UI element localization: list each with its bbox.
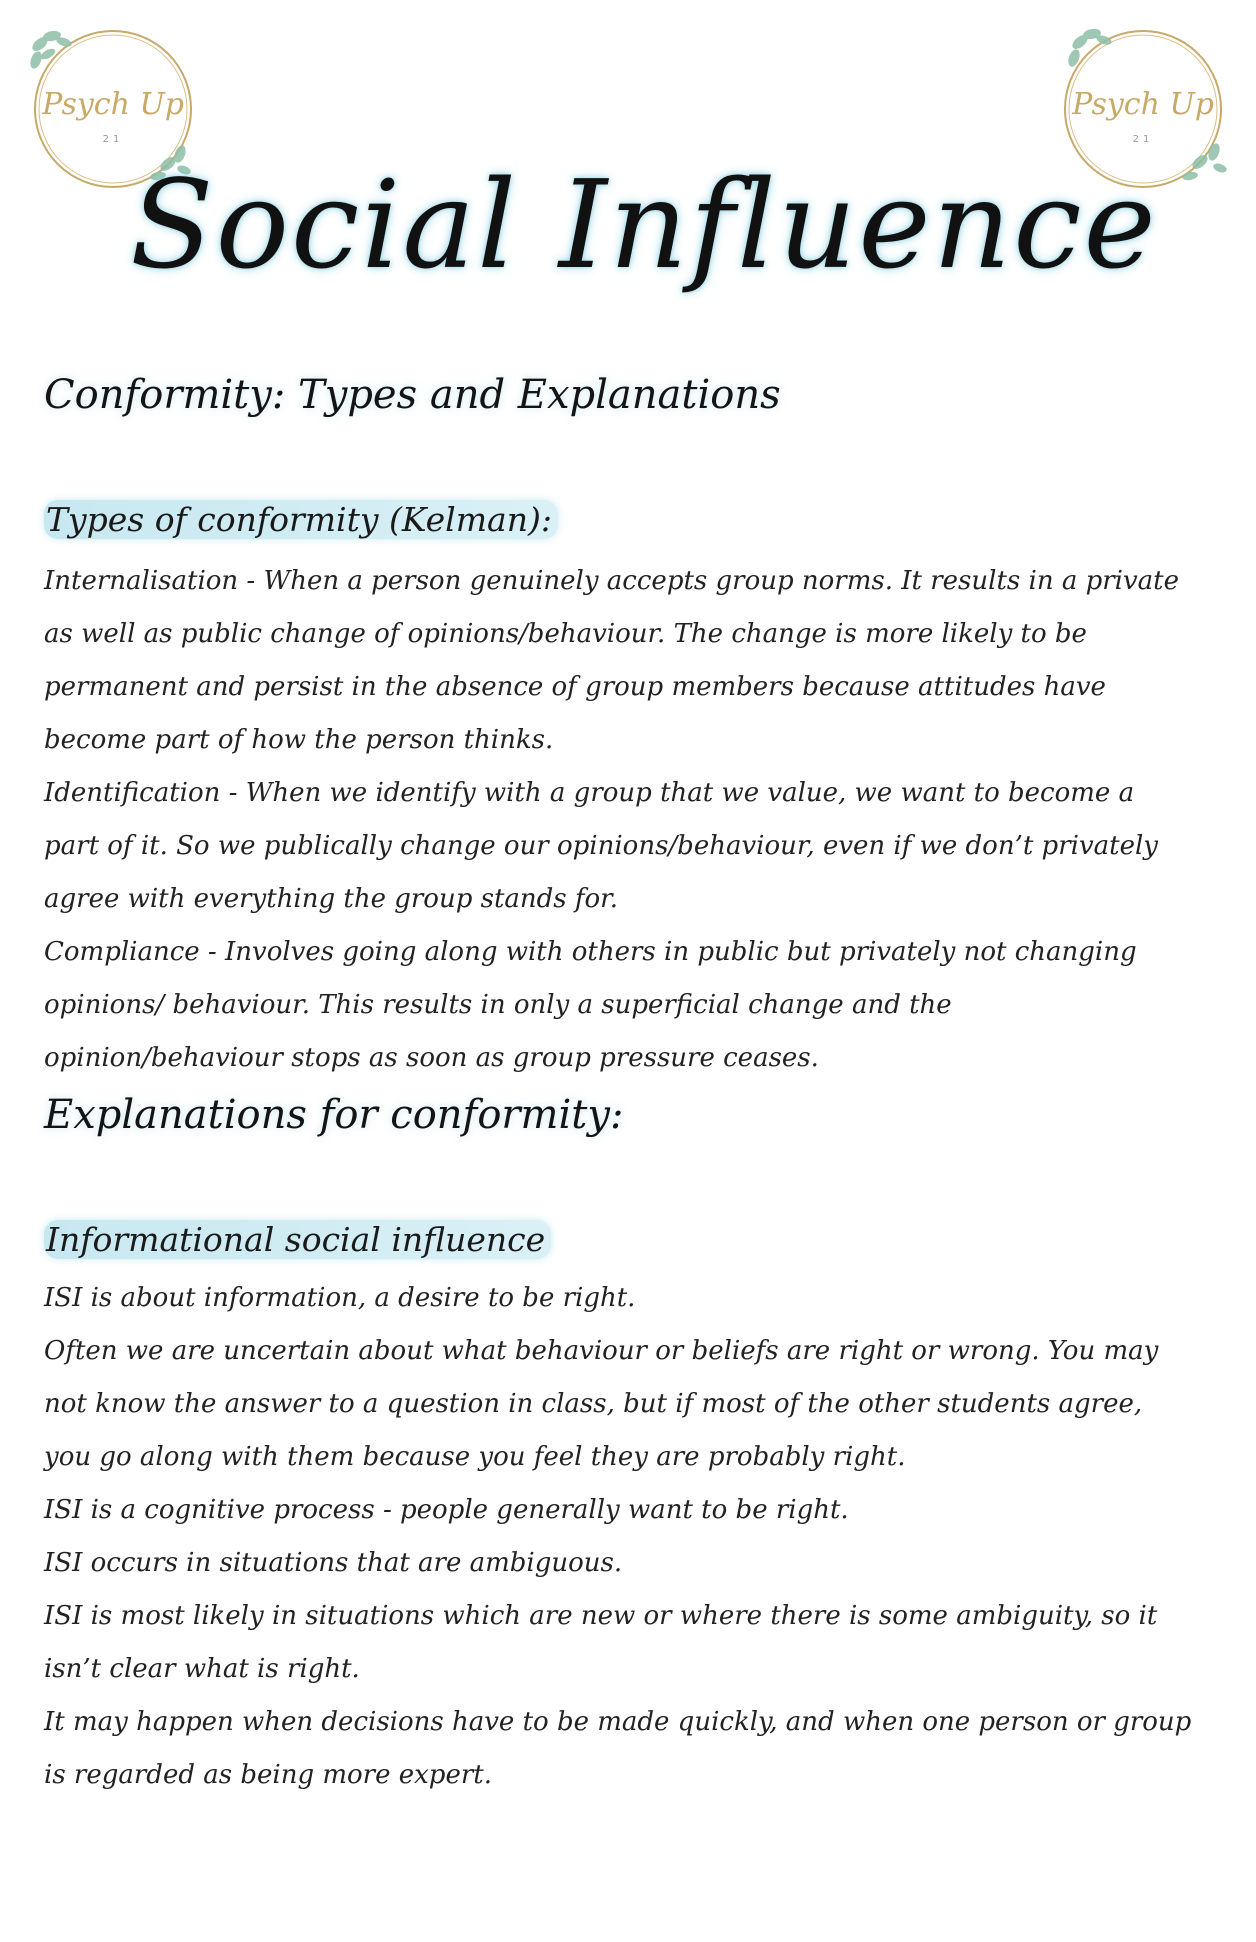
page-title: Social Influence xyxy=(130,154,1158,296)
isi-paragraph: Often we are uncertain about what behaviour or beliefs are right or wrong. You may not know the answer to a question in class, but if most of the other students agree, you go along with them because you feel they are probably right. xyxy=(44,1336,1159,1472)
isi-paragraph: ISI is most likely in situations which are new or where there is some ambiguity, so it isn’t clear what is right. xyxy=(44,1601,1158,1684)
logo-number: 21 xyxy=(1132,134,1154,145)
logo-brand-text: Psych Up xyxy=(1072,87,1214,122)
types-of-conformity-heading: Types of conformity (Kelman): xyxy=(44,500,558,539)
isi-body xyxy=(44,1272,1194,1802)
isi-paragraph: ISI is a cognitive process - people generally want to be right. xyxy=(44,1495,849,1525)
compliance-paragraph: Compliance - Involves going along with others in public but privately not changing opinions/ behaviour. This results in only a superficial change and the opinion/behaviour stops as soon as group pressure ceases. xyxy=(44,937,1137,1073)
explanations-heading: Explanations for conformity: xyxy=(44,1092,624,1138)
conformity-heading: Conformity: Types and Explanations xyxy=(44,372,781,418)
isi-heading: Informational social influence xyxy=(44,1220,551,1259)
logo-brand-text: Psych Up xyxy=(42,87,184,122)
isi-paragraph: ISI is about information, a desire to be right. xyxy=(44,1283,636,1313)
isi-paragraph: ISI occurs in situations that are ambiguous. xyxy=(44,1548,623,1578)
identification-paragraph: Identification - When we identify with a group that we value, we want to become a part of it. So we publically change our opinions/behaviour, even if we don’t privately agree with everything the group stands for. xyxy=(44,778,1158,914)
isi-paragraph: It may happen when decisions have to be made quickly, and when one person or group is regarded as being more expert. xyxy=(44,1707,1192,1790)
types-of-conformity-body xyxy=(44,555,1194,1085)
internalisation-paragraph: Internalisation - When a person genuinely accepts group norms. It results in a private as well as public change of opinions/behaviour. The change is more likely to be permanent and persist in the absence of group members because attitudes have become part of how the person thinks. xyxy=(44,566,1180,755)
logo-number: 21 xyxy=(102,134,124,145)
